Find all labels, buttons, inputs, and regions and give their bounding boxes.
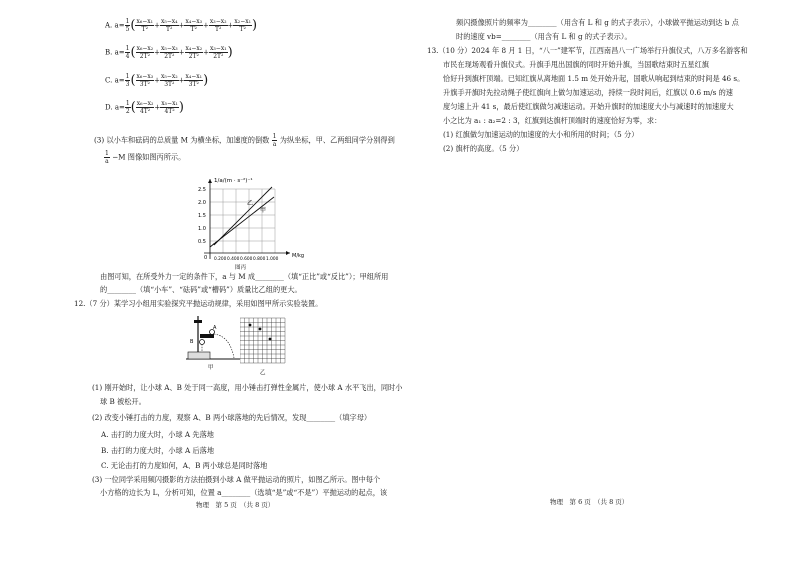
coefficient-fraction: $\frac{1}{4}$ (125, 45, 130, 60)
q12-option-c: C. 无论击打的力度如何，A、B 两小球总是同时落地 (101, 461, 268, 470)
q13-question1: (1) 红旗做匀加速运动的加速度的大小和所用的时间；（5 分） (443, 130, 639, 139)
line-jia (210, 197, 274, 247)
term-fraction: $\frac{\text{x₄−x₂}}{\text{2T²}}$ (185, 45, 203, 60)
term-fraction: $\frac{\text{x₃−x₁}}{\text{2T²}}$ (210, 45, 227, 60)
open-paren: ( (130, 45, 136, 60)
q12-part1-b: 球 B 被松开。 (100, 397, 146, 406)
q12-part3-d: 时的速度 vb=________（用含有 L 和 g 的式子表示）。 (456, 32, 632, 41)
y-tick-label: 2.0 (198, 200, 206, 206)
term-fraction: $\frac{\text{x₅−x₄}}{\text{T²}}$ (160, 18, 178, 33)
ball-a-label: A (213, 325, 217, 331)
option-label: B. (105, 48, 115, 57)
q3-line2: $\frac{1}{a}$ −M 图像如图丙所示。 (105, 150, 186, 165)
y-tick-label: 2.5 (198, 187, 206, 193)
plus-sign: + (154, 21, 160, 30)
option-prefix: a= (114, 48, 125, 57)
x-tick-labels (214, 256, 279, 262)
graph-caption: 图丙 (235, 265, 247, 270)
term-fraction: $\frac{\text{x₄−x₃}}{\text{T²}}$ (185, 18, 203, 33)
reciprocal-a-fraction: $\frac{1}{a}$ (272, 133, 277, 148)
q13-line4: 升旗手开旗时先拉动绳子使红旗向上做匀加速运动，持续一段时间后，红旗以 0.6 m/s 的速 (443, 88, 733, 97)
option-label: A. (105, 21, 115, 30)
option-prefix: a= (114, 103, 125, 112)
point-a (249, 324, 252, 327)
ball-b (200, 340, 205, 345)
point-c (269, 338, 272, 341)
x-tick-label: 0.400 (227, 257, 240, 262)
x-axis-arrow (286, 251, 290, 255)
option-d (105, 100, 184, 115)
q12-option-b: B. 击打的力度大时，小球 A 后落地 (101, 446, 215, 455)
term-fraction: $\frac{\text{x₆−x₃}}{\text{3T²}}$ (136, 73, 154, 88)
point-b (259, 328, 262, 331)
y-tick-label: 1.5 (198, 213, 206, 219)
q3-line1: (3) 以小车和砝码的总质量 M 为横坐标，加速度的倒数 $\frac{1}{a}$ 为纵坐标，甲、乙两组同学分别得到 (94, 133, 395, 148)
plus-sign: + (154, 48, 161, 57)
q12-part1-a: (1) 刚开始时，让小球 A、B 处于同一高度，用小锤击打弹性金属片，使小球 A 水平飞出，同时小 (92, 383, 403, 392)
q12-option-a: A. 击打的力度大时，小球 A 先落地 (101, 430, 214, 439)
graph-ylabel: 1/a/(m · s⁻²)⁻¹ (214, 178, 253, 184)
term-fraction: $\frac{\text{x₂−x₁}}{\text{T²}}$ (234, 18, 252, 33)
ball-b-label: B (190, 339, 194, 345)
term-fraction: $\frac{\text{x₅−x₃}}{\text{2T²}}$ (161, 45, 178, 60)
right-page (400, 0, 794, 561)
plus-sign: + (178, 21, 185, 30)
coefficient-fraction: $\frac{1}{3}$ (125, 73, 130, 88)
term-fraction: $\frac{\text{x₃−x₂}}{\text{T²}}$ (209, 18, 227, 33)
y-tick-label: 0.5 (198, 239, 206, 245)
plus-sign: + (154, 103, 161, 112)
close-paren: ) (252, 18, 258, 33)
close-paren: ) (178, 100, 184, 115)
label-yi: 乙 (247, 200, 254, 207)
open-paren: ( (130, 73, 136, 88)
open-paren: ( (130, 100, 136, 115)
close-paren: ) (227, 45, 233, 60)
graph-bing (190, 175, 340, 270)
plus-sign: + (203, 48, 210, 57)
base (188, 352, 210, 359)
term-fraction: $\frac{\text{x₆−x₂}}{\text{2T²}}$ (136, 45, 154, 60)
q13-question2: (2) 旗杆的高度。（5 分） (443, 144, 524, 153)
figure-jia-apparatus (182, 312, 242, 372)
term-fraction: $\frac{\text{x₅−x₁}}{\text{4T²}}$ (161, 100, 178, 115)
plus-sign: + (227, 21, 234, 30)
x-unit-label: M/kg (292, 253, 305, 259)
q13-line2: 市民在现场观看升旗仪式。升旗手甩出国旗的同时开始升旗，当国歌结束时五星红旗 (443, 60, 709, 69)
fig-jia-label: 甲 (208, 365, 214, 371)
q12-title: 12.（7 分）某学习小组用实验探究平抛运动规律，采用如图甲所示实验装置。 (74, 299, 323, 308)
option-prefix: a= (114, 76, 125, 85)
hammer-head (194, 320, 202, 323)
q3-conclusion-2: 的________（填“小车”、“砝码”或“槽码”）质量比乙组的更大。 (100, 285, 302, 294)
q13-line3: 恰好升到旗杆顶端。已知红旗从离地面 1.5 m 处开始升起，国歌从响起到结束的时间是 46 s。 (443, 74, 745, 83)
origin-label: 0 (204, 255, 208, 261)
plus-sign: + (178, 76, 185, 85)
q13-line6: 小之比为 a₁ : a₂=2 : 3，红旗到达旗杆顶端时的速度恰好为零，求： (443, 116, 662, 125)
q12-part2: (2) 改变小锤打击的力度，观察 A、B 两小球落地的先后情况，发现________（填字母） (92, 413, 372, 422)
label-jia: 甲 (260, 207, 267, 214)
right-footer: 物理 第 6 页 （共 8 页） (550, 498, 629, 506)
option-prefix: a= (114, 21, 125, 30)
y-tick-label: 1.0 (198, 226, 206, 232)
q12-part3-c: 频闪摄像照片的频率为________（用含有 L 和 g 的式子表示），小球做平抛运动到达 b 点 (456, 18, 739, 27)
q3-conclusion-1: 由图可知，在所受外力一定的条件下，a 与 M 成________（填“正比”或“反比”）；甲组所用 (100, 272, 389, 281)
q13-line5: 度匀速上升 41 s，最后使红旗做匀减速运动。开始升旗时的加速度大小与减速时的加速度大 (443, 102, 734, 111)
fig-yi-label: 乙 (260, 370, 266, 376)
term-fraction: $\frac{\text{x₆−x₂}}{\text{4T²}}$ (136, 100, 154, 115)
term-fraction: $\frac{\text{x₆−x₁}}{\text{T²}}$ (136, 18, 154, 33)
close-paren: ) (203, 73, 209, 88)
coefficient-fraction: $\frac{1}{2}$ (125, 100, 130, 115)
plus-sign: + (203, 21, 209, 30)
x-tick-label: 1.000 (266, 257, 279, 262)
plus-sign: + (178, 48, 185, 57)
line-yi (214, 187, 272, 245)
reciprocal-a-fraction-2: $\frac{1}{a}$ (105, 150, 109, 165)
plus-sign: + (154, 76, 160, 85)
x-tick-label: 0.600 (240, 257, 253, 262)
option-b (105, 45, 233, 60)
option-c (105, 73, 208, 88)
x-tick-label: 0.200 (214, 257, 227, 262)
q12-part3-a: (3) 一位同学采用频闪摄影的方法拍摄到小球 A 做平抛运动的照片，如图乙所示。图中每个 (92, 475, 381, 484)
term-fraction: $\frac{\text{x₄−x₁}}{\text{3T²}}$ (185, 73, 203, 88)
q13-line1: 13.（10 分）2024 年 8 月 1 日，“八一”建军节，江西南昌八一广场举行升旗仪式，八万多名游客和 (427, 46, 748, 55)
option-label: D. (105, 103, 115, 112)
open-paren: ( (130, 18, 136, 33)
trajectory-a (214, 334, 234, 358)
figure-yi-grid (240, 316, 290, 376)
term-fraction: $\frac{\text{x₅−x₂}}{\text{3T²}}$ (161, 73, 178, 88)
y-axis-arrow (208, 179, 212, 183)
left-footer: 物理 第 5 页 （共 8 页） (196, 501, 275, 509)
q12-part3-b: 小方格的边长为 L，分析可知，位置 a________（选填“是”或“不是”）平抛运动的起点，该 (100, 488, 388, 497)
y-tick-labels (198, 187, 206, 245)
option-label: C. (105, 76, 115, 85)
x-tick-label: 0.800 (253, 257, 266, 262)
graph-grid (210, 189, 275, 253)
option-a (105, 18, 257, 33)
coefficient-fraction: $\frac{1}{5}$ (125, 18, 130, 33)
